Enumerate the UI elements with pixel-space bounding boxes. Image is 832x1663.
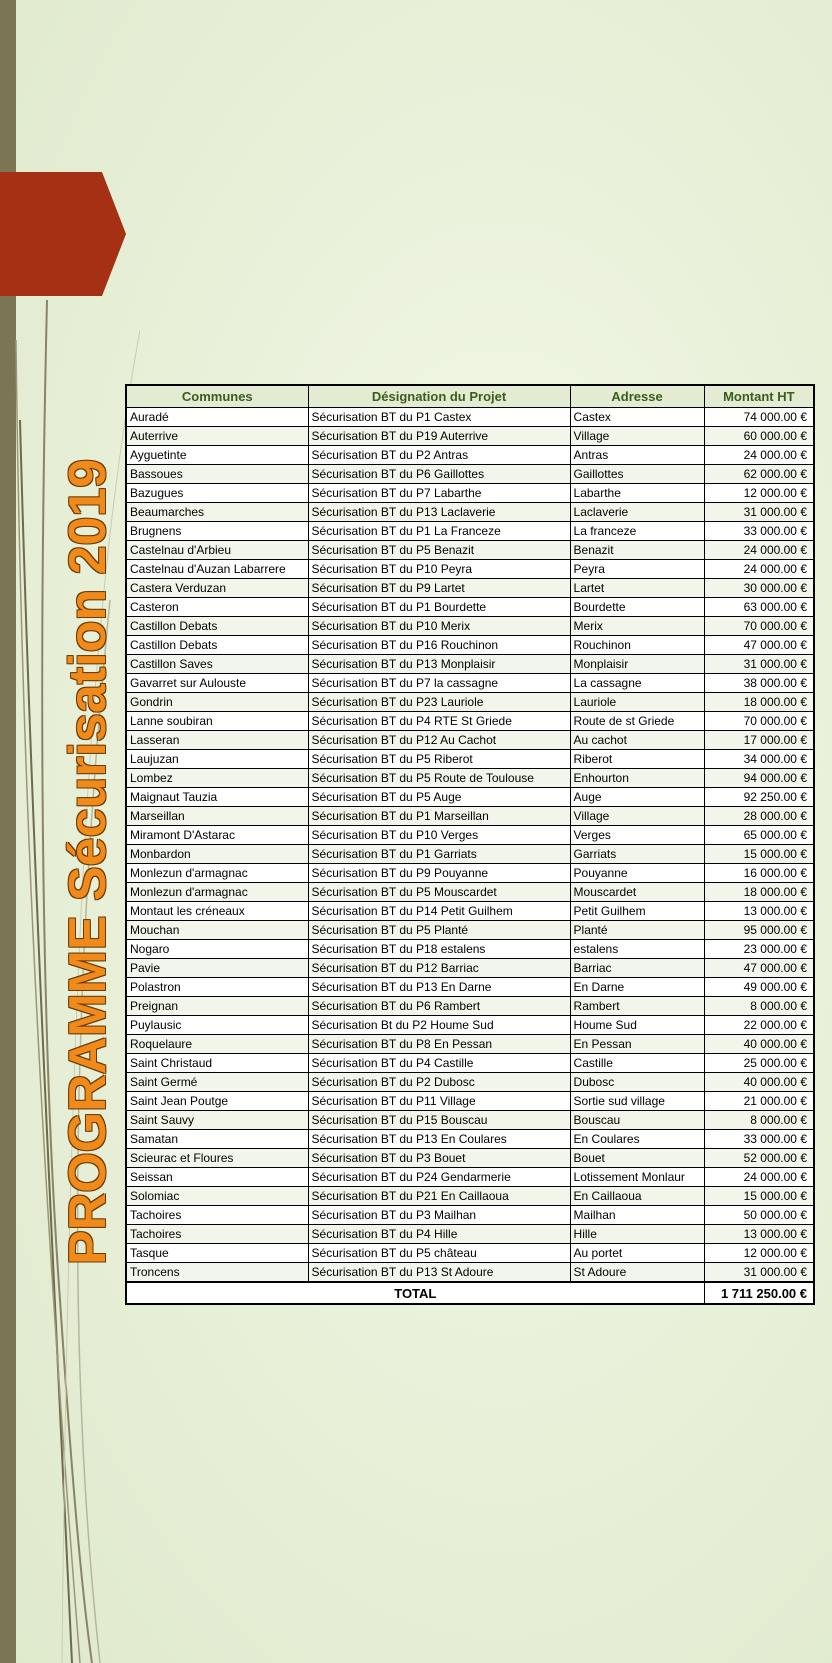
cell-montant: 70 000.00 €	[704, 617, 814, 636]
cell-adresse: Pouyanne	[570, 864, 704, 883]
total-row	[126, 1282, 814, 1304]
projects-table	[125, 384, 815, 1305]
table-row	[126, 807, 814, 826]
cell-montant: 15 000.00 €	[704, 845, 814, 864]
cell-montant: 74 000.00 €	[704, 408, 814, 427]
cell-adresse: Village	[570, 807, 704, 826]
cell-designation: Sécurisation BT du P2 Antras	[308, 446, 570, 465]
cell-adresse: Sortie sud village	[570, 1092, 704, 1111]
cell-adresse: Verges	[570, 826, 704, 845]
cell-designation: Sécurisation BT du P13 Monplaisir	[308, 655, 570, 674]
cell-commune: Castillon Debats	[126, 617, 308, 636]
cell-designation: Sécurisation BT du P13 En Coulares	[308, 1130, 570, 1149]
table-row	[126, 1092, 814, 1111]
cell-commune: Preignan	[126, 997, 308, 1016]
total-label: TOTAL	[126, 1282, 704, 1304]
cell-adresse: La cassagne	[570, 674, 704, 693]
cell-designation: Sécurisation BT du P3 Mailhan	[308, 1206, 570, 1225]
cell-commune: Castera Verduzan	[126, 579, 308, 598]
table-row	[126, 769, 814, 788]
table-row	[126, 883, 814, 902]
cell-montant: 47 000.00 €	[704, 959, 814, 978]
cell-montant: 40 000.00 €	[704, 1035, 814, 1054]
cell-commune: Solomiac	[126, 1187, 308, 1206]
cell-montant: 92 250.00 €	[704, 788, 814, 807]
cell-commune: Mouchan	[126, 921, 308, 940]
cell-designation: Sécurisation BT du P13 St Adoure	[308, 1263, 570, 1283]
table-row	[126, 1130, 814, 1149]
cell-montant: 30 000.00 €	[704, 579, 814, 598]
cell-designation: Sécurisation BT du P5 Auge	[308, 788, 570, 807]
cell-commune: Tasque	[126, 1244, 308, 1263]
cell-montant: 31 000.00 €	[704, 1263, 814, 1283]
table-row	[126, 902, 814, 921]
cell-commune: Saint Germé	[126, 1073, 308, 1092]
cell-adresse: Riberot	[570, 750, 704, 769]
cell-commune: Nogaro	[126, 940, 308, 959]
cell-designation: Sécurisation BT du P5 Mouscardet	[308, 883, 570, 902]
cell-commune: Lanne soubiran	[126, 712, 308, 731]
cell-adresse: Au portet	[570, 1244, 704, 1263]
cell-designation: Sécurisation Bt du P2 Houme Sud	[308, 1016, 570, 1035]
cell-adresse: Route de st Griede	[570, 712, 704, 731]
table-row	[126, 484, 814, 503]
cell-commune: Brugnens	[126, 522, 308, 541]
cell-commune: Laujuzan	[126, 750, 308, 769]
table-row	[126, 503, 814, 522]
cell-designation: Sécurisation BT du P8 En Pessan	[308, 1035, 570, 1054]
cell-adresse: Lotissement Monlaur	[570, 1168, 704, 1187]
cell-designation: Sécurisation BT du P1 Bourdette	[308, 598, 570, 617]
cell-montant: 33 000.00 €	[704, 1130, 814, 1149]
cell-adresse: Lartet	[570, 579, 704, 598]
cell-designation: Sécurisation BT du P3 Bouet	[308, 1149, 570, 1168]
cell-designation: Sécurisation BT du P7 Labarthe	[308, 484, 570, 503]
table-row	[126, 826, 814, 845]
cell-commune: Castillon Saves	[126, 655, 308, 674]
cell-montant: 40 000.00 €	[704, 1073, 814, 1092]
cell-adresse: Village	[570, 427, 704, 446]
cell-adresse: Enhourton	[570, 769, 704, 788]
cell-montant: 47 000.00 €	[704, 636, 814, 655]
cell-montant: 24 000.00 €	[704, 1168, 814, 1187]
table-row	[126, 750, 814, 769]
cell-adresse: En Caillaoua	[570, 1187, 704, 1206]
cell-commune: Gavarret sur Aulouste	[126, 674, 308, 693]
cell-designation: Sécurisation BT du P4 Castille	[308, 1054, 570, 1073]
cell-adresse: Bouet	[570, 1149, 704, 1168]
table-row	[126, 598, 814, 617]
cell-adresse: Rouchinon	[570, 636, 704, 655]
cell-adresse: Monplaisir	[570, 655, 704, 674]
cell-adresse: Barriac	[570, 959, 704, 978]
cell-designation: Sécurisation BT du P19 Auterrive	[308, 427, 570, 446]
cell-adresse: Labarthe	[570, 484, 704, 503]
table-row	[126, 427, 814, 446]
cell-adresse: St Adoure	[570, 1263, 704, 1283]
cell-montant: 31 000.00 €	[704, 655, 814, 674]
cell-montant: 13 000.00 €	[704, 902, 814, 921]
cell-montant: 24 000.00 €	[704, 541, 814, 560]
cell-commune: Castelnau d'Arbieu	[126, 541, 308, 560]
cell-commune: Lombez	[126, 769, 308, 788]
cell-commune: Miramont D'Astarac	[126, 826, 308, 845]
cell-designation: Sécurisation BT du P9 Pouyanne	[308, 864, 570, 883]
cell-designation: Sécurisation BT du P1 Castex	[308, 408, 570, 427]
cell-commune: Puylausic	[126, 1016, 308, 1035]
table-row	[126, 1225, 814, 1244]
table-row	[126, 1206, 814, 1225]
table-row	[126, 1149, 814, 1168]
cell-designation: Sécurisation BT du P14 Petit Guilhem	[308, 902, 570, 921]
cell-adresse: estalens	[570, 940, 704, 959]
cell-montant: 28 000.00 €	[704, 807, 814, 826]
cell-adresse: Gaillottes	[570, 465, 704, 484]
total-value: 1 711 250.00 €	[704, 1282, 814, 1304]
cell-adresse: Castex	[570, 408, 704, 427]
cell-designation: Sécurisation BT du P1 Garriats	[308, 845, 570, 864]
cell-designation: Sécurisation BT du P4 RTE St Griede	[308, 712, 570, 731]
table-body	[126, 408, 814, 1283]
cell-montant: 65 000.00 €	[704, 826, 814, 845]
table-row	[126, 560, 814, 579]
cell-commune: Pavie	[126, 959, 308, 978]
cell-montant: 12 000.00 €	[704, 484, 814, 503]
cell-designation: Sécurisation BT du P12 Au Cachot	[308, 731, 570, 750]
table-row	[126, 731, 814, 750]
cell-montant: 33 000.00 €	[704, 522, 814, 541]
cell-adresse: En Coulares	[570, 1130, 704, 1149]
cell-montant: 21 000.00 €	[704, 1092, 814, 1111]
cell-montant: 70 000.00 €	[704, 712, 814, 731]
cell-adresse: Bourdette	[570, 598, 704, 617]
cell-designation: Sécurisation BT du P12 Barriac	[308, 959, 570, 978]
cell-commune: Tachoires	[126, 1225, 308, 1244]
table-row	[126, 788, 814, 807]
cell-designation: Sécurisation BT du P5 château	[308, 1244, 570, 1263]
cell-commune: Castillon Debats	[126, 636, 308, 655]
header-designation: Désignation du Projet	[308, 385, 570, 408]
table-header-row	[126, 385, 814, 408]
table-row	[126, 864, 814, 883]
table-row	[126, 997, 814, 1016]
cell-adresse: Houme Sud	[570, 1016, 704, 1035]
cell-commune: Auterrive	[126, 427, 308, 446]
cell-designation: Sécurisation BT du P6 Gaillottes	[308, 465, 570, 484]
table-row	[126, 940, 814, 959]
cell-montant: 38 000.00 €	[704, 674, 814, 693]
table-row	[126, 1168, 814, 1187]
header-montant: Montant HT	[704, 385, 814, 408]
cell-adresse: Au cachot	[570, 731, 704, 750]
table-row	[126, 1244, 814, 1263]
cell-designation: Sécurisation BT du P10 Merix	[308, 617, 570, 636]
cell-designation: Sécurisation BT du P1 La Franceze	[308, 522, 570, 541]
table-row	[126, 655, 814, 674]
cell-designation: Sécurisation BT du P23 Lauriole	[308, 693, 570, 712]
table-row	[126, 674, 814, 693]
cell-adresse: Garriats	[570, 845, 704, 864]
cell-commune: Roquelaure	[126, 1035, 308, 1054]
cell-adresse: Peyra	[570, 560, 704, 579]
cell-montant: 49 000.00 €	[704, 978, 814, 997]
cell-adresse: Petit Guilhem	[570, 902, 704, 921]
cell-adresse: Antras	[570, 446, 704, 465]
cell-commune: Troncens	[126, 1263, 308, 1283]
header-adresse: Adresse	[570, 385, 704, 408]
cell-montant: 22 000.00 €	[704, 1016, 814, 1035]
cell-designation: Sécurisation BT du P5 Benazit	[308, 541, 570, 560]
cell-commune: Marseillan	[126, 807, 308, 826]
table-row	[126, 959, 814, 978]
cell-montant: 62 000.00 €	[704, 465, 814, 484]
cell-commune: Saint Jean Poutge	[126, 1092, 308, 1111]
cell-designation: Sécurisation BT du P15 Bouscau	[308, 1111, 570, 1130]
cell-commune: Saint Sauvy	[126, 1111, 308, 1130]
table-row	[126, 636, 814, 655]
cell-montant: 17 000.00 €	[704, 731, 814, 750]
cell-adresse: La franceze	[570, 522, 704, 541]
table-row	[126, 408, 814, 427]
cell-commune: Bassoues	[126, 465, 308, 484]
cell-designation: Sécurisation BT du P21 En Caillaoua	[308, 1187, 570, 1206]
cell-adresse: Auge	[570, 788, 704, 807]
cell-montant: 50 000.00 €	[704, 1206, 814, 1225]
cell-adresse: Lauriole	[570, 693, 704, 712]
slide-title: PROGRAMME Sécurisation 2019	[59, 458, 117, 1265]
cell-designation: Sécurisation BT du P4 Hille	[308, 1225, 570, 1244]
table-row	[126, 1054, 814, 1073]
cell-designation: Sécurisation BT du P16 Rouchinon	[308, 636, 570, 655]
cell-commune: Montaut les créneaux	[126, 902, 308, 921]
table-row	[126, 1016, 814, 1035]
cell-montant: 60 000.00 €	[704, 427, 814, 446]
cell-montant: 12 000.00 €	[704, 1244, 814, 1263]
cell-designation: Sécurisation BT du P11 Village	[308, 1092, 570, 1111]
cell-montant: 15 000.00 €	[704, 1187, 814, 1206]
cell-montant: 63 000.00 €	[704, 598, 814, 617]
table-row	[126, 1035, 814, 1054]
cell-adresse: En Darne	[570, 978, 704, 997]
cell-montant: 25 000.00 €	[704, 1054, 814, 1073]
cell-commune: Monbardon	[126, 845, 308, 864]
cell-commune: Ayguetinte	[126, 446, 308, 465]
cell-montant: 16 000.00 €	[704, 864, 814, 883]
cell-montant: 8 000.00 €	[704, 1111, 814, 1130]
cell-adresse: Planté	[570, 921, 704, 940]
cell-adresse: Merix	[570, 617, 704, 636]
cell-adresse: Dubosc	[570, 1073, 704, 1092]
cell-montant: 95 000.00 €	[704, 921, 814, 940]
cell-montant: 94 000.00 €	[704, 769, 814, 788]
table-row	[126, 1187, 814, 1206]
cell-montant: 52 000.00 €	[704, 1149, 814, 1168]
table-row	[126, 1073, 814, 1092]
cell-commune: Casteron	[126, 598, 308, 617]
cell-montant: 13 000.00 €	[704, 1225, 814, 1244]
cell-adresse: Rambert	[570, 997, 704, 1016]
header-communes: Communes	[126, 385, 308, 408]
cell-montant: 18 000.00 €	[704, 693, 814, 712]
cell-adresse: Bouscau	[570, 1111, 704, 1130]
cell-adresse: Castille	[570, 1054, 704, 1073]
cell-commune: Lasseran	[126, 731, 308, 750]
cell-designation: Sécurisation BT du P10 Verges	[308, 826, 570, 845]
cell-commune: Saint Christaud	[126, 1054, 308, 1073]
table-row	[126, 541, 814, 560]
cell-designation: Sécurisation BT du P5 Planté	[308, 921, 570, 940]
cell-adresse: Hille	[570, 1225, 704, 1244]
cell-adresse: En Pessan	[570, 1035, 704, 1054]
cell-adresse: Laclaverie	[570, 503, 704, 522]
cell-commune: Scieurac et Floures	[126, 1149, 308, 1168]
table-row	[126, 617, 814, 636]
cell-commune: Bazugues	[126, 484, 308, 503]
cell-montant: 31 000.00 €	[704, 503, 814, 522]
cell-commune: Samatan	[126, 1130, 308, 1149]
cell-commune: Castelnau d'Auzan Labarrere	[126, 560, 308, 579]
cell-designation: Sécurisation BT du P5 Riberot	[308, 750, 570, 769]
table-row	[126, 845, 814, 864]
table-row	[126, 693, 814, 712]
cell-commune: Auradé	[126, 408, 308, 427]
table-row	[126, 1263, 814, 1283]
cell-commune: Gondrin	[126, 693, 308, 712]
cell-montant: 34 000.00 €	[704, 750, 814, 769]
cell-commune: Seissan	[126, 1168, 308, 1187]
cell-montant: 24 000.00 €	[704, 446, 814, 465]
table-row	[126, 921, 814, 940]
cell-montant: 18 000.00 €	[704, 883, 814, 902]
cell-commune: Tachoires	[126, 1206, 308, 1225]
red-arrow-tab	[0, 172, 126, 296]
table-row	[126, 579, 814, 598]
table-row	[126, 522, 814, 541]
cell-montant: 23 000.00 €	[704, 940, 814, 959]
cell-designation: Sécurisation BT du P13 Laclaverie	[308, 503, 570, 522]
cell-designation: Sécurisation BT du P10 Peyra	[308, 560, 570, 579]
cell-designation: Sécurisation BT du P24 Gendarmerie	[308, 1168, 570, 1187]
cell-designation: Sécurisation BT du P9 Lartet	[308, 579, 570, 598]
cell-designation: Sécurisation BT du P7 la cassagne	[308, 674, 570, 693]
cell-commune: Monlezun d'armagnac	[126, 883, 308, 902]
cell-montant: 8 000.00 €	[704, 997, 814, 1016]
cell-commune: Beaumarches	[126, 503, 308, 522]
table-row	[126, 978, 814, 997]
cell-designation: Sécurisation BT du P13 En Darne	[308, 978, 570, 997]
table-row	[126, 446, 814, 465]
cell-commune: Monlezun d'armagnac	[126, 864, 308, 883]
cell-designation: Sécurisation BT du P5 Route de Toulouse	[308, 769, 570, 788]
cell-montant: 24 000.00 €	[704, 560, 814, 579]
table-row	[126, 1111, 814, 1130]
table-row	[126, 712, 814, 731]
cell-commune: Maignaut Tauzia	[126, 788, 308, 807]
table-row	[126, 465, 814, 484]
cell-adresse: Mouscardet	[570, 883, 704, 902]
cell-adresse: Benazit	[570, 541, 704, 560]
cell-adresse: Mailhan	[570, 1206, 704, 1225]
cell-designation: Sécurisation BT du P6 Rambert	[308, 997, 570, 1016]
cell-designation: Sécurisation BT du P1 Marseillan	[308, 807, 570, 826]
cell-designation: Sécurisation BT du P2 Dubosc	[308, 1073, 570, 1092]
cell-designation: Sécurisation BT du P18 estalens	[308, 940, 570, 959]
cell-commune: Polastron	[126, 978, 308, 997]
